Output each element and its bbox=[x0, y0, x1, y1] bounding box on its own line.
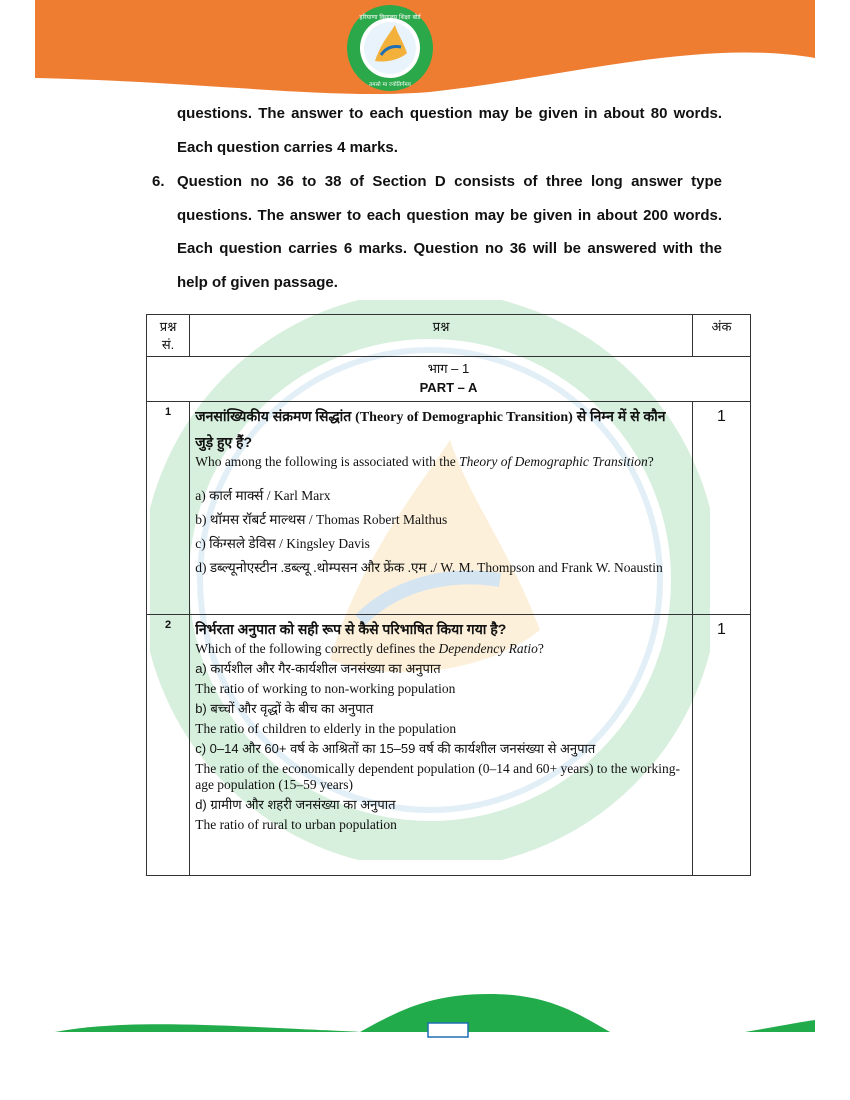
header-question: प्रश्न bbox=[190, 315, 693, 357]
option-a-english: The ratio of working to non-working population bbox=[195, 681, 456, 696]
option-c-hindi: c) 0–14 और 60+ वर्ष के आश्रितों का 15–59 वर्ष की कार्यशील जनसंख्या से अनुपात bbox=[195, 741, 596, 756]
question-english: Who among the following is associated with the Theory of Demographic Transition? bbox=[195, 454, 654, 469]
option-d-hindi: d) ग्रामीण और शहरी जनसंख्या का अनुपात bbox=[195, 797, 396, 812]
question-marks: 1 bbox=[693, 402, 751, 615]
option-c: c) किंग्सले डेविस / Kingsley Davis bbox=[195, 536, 370, 551]
question-hindi: निर्भरता अनुपात को सही रूप से कैसे परिभाषित किया गया है? bbox=[195, 621, 507, 637]
footer-banner bbox=[0, 990, 850, 1050]
svg-text:हरियाणा विद्यालय शिक्षा बोर्ड: हरियाणा विद्यालय शिक्षा बोर्ड bbox=[359, 14, 421, 21]
question-hindi: जनसांख्यिकीय संक्रमण सिद्धांत (Theory of Demographic Transition) से निम्न में से कौन जुड़े हुए हैं? bbox=[195, 408, 666, 450]
question-english: Which of the following correctly defines the Dependency Ratio? bbox=[195, 641, 544, 656]
question-number: 2 bbox=[147, 615, 190, 876]
part-row bbox=[147, 357, 751, 402]
question-number: 1 bbox=[147, 402, 190, 615]
question-row-2 bbox=[147, 615, 751, 876]
question-row-1 bbox=[147, 402, 751, 615]
svg-text:तमसो मा ज्योतिर्गमय: तमसो मा ज्योतिर्गमय bbox=[369, 82, 411, 88]
board-logo bbox=[345, 3, 435, 93]
table-header-row bbox=[147, 315, 751, 357]
header-sr: प्रश्न सं. bbox=[147, 315, 190, 357]
option-c-english: The ratio of the economically dependent population (0–14 and 60+ years) to the working-age population (15–59 years) bbox=[195, 761, 681, 792]
option-a-hindi: a) कार्यशील और गैर-कार्यशील जनसंख्या का अनुपात bbox=[195, 661, 441, 676]
option-b-english: The ratio of children to elderly in the population bbox=[195, 721, 457, 736]
question-table bbox=[146, 314, 751, 876]
option-d: d) डब्ल्यूनोएस्टीन .डब्ल्यू .थोम्पसन और फ्रेंक .एम ./ W. M. Thompson and Frank W. Noaustin bbox=[195, 560, 663, 575]
option-b: b) थॉमस रॉबर्ट माल्थस / Thomas Robert Malthus bbox=[195, 512, 448, 527]
option-d-english: The ratio of rural to urban population bbox=[195, 817, 397, 832]
option-b-hindi: b) बच्चों और वृद्धों के बीच का अनुपात bbox=[195, 701, 374, 716]
option-a: a) कार्ल मार्क्स / Karl Marx bbox=[195, 488, 331, 503]
part-english: PART – A bbox=[419, 380, 478, 395]
instruction-5-continued: questions. The answer to each question may be given in about 80 words. Each question carries 4 marks. bbox=[177, 105, 722, 156]
question-marks: 1 bbox=[693, 615, 751, 876]
header-marks: अंक bbox=[693, 315, 751, 357]
instruction-6: 6. Question no 36 to 38 of Section D consists of three long answer type questions. The answer to each question may be given in about 200 words. Each question carries 6 marks. Question no 36 will be answered with the help of given passage. bbox=[152, 173, 722, 291]
part-hindi: भाग – 1 bbox=[427, 361, 470, 376]
